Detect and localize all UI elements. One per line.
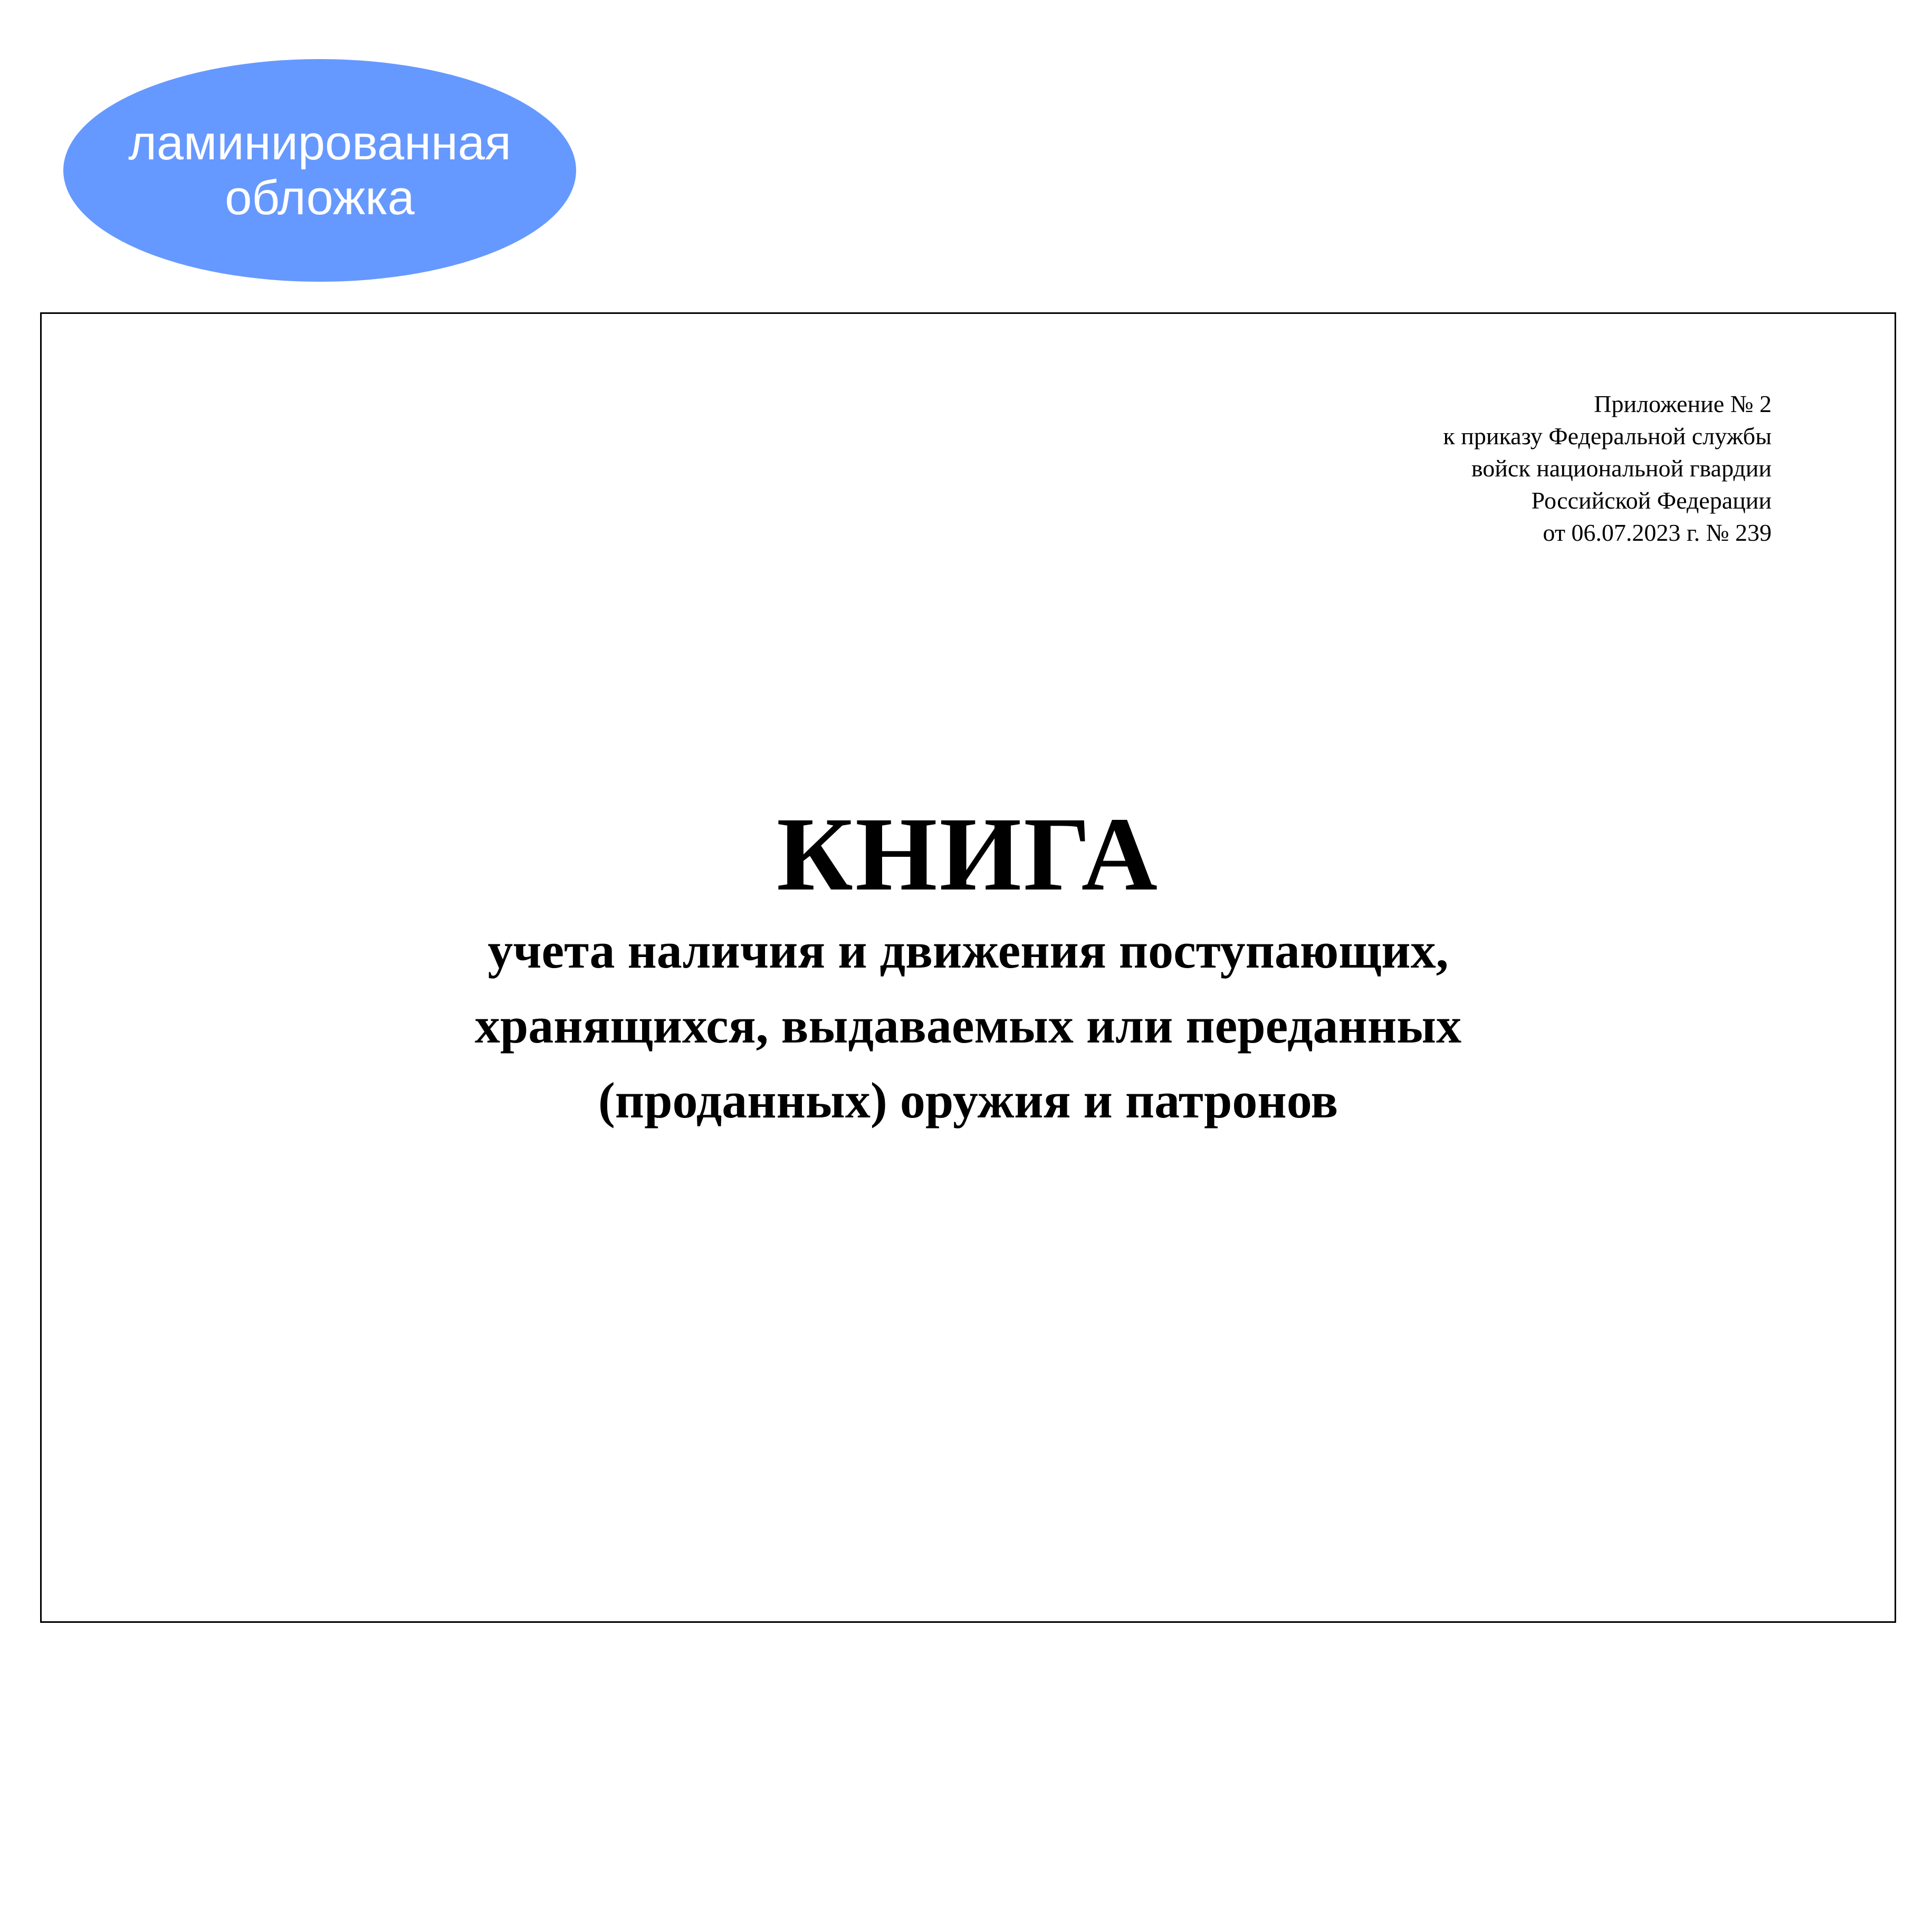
- book-cover: [40, 312, 1896, 1623]
- annex-line: от 06.07.2023 г. № 239: [1543, 519, 1772, 546]
- subtitle-line: (проданных) оружия и патронов: [598, 1072, 1338, 1128]
- annex-line: к приказу Федеральной службы: [1443, 423, 1772, 449]
- book-title: КНИГА: [776, 796, 1160, 913]
- annex-line: Приложение № 2: [1594, 390, 1772, 417]
- title-block: [42, 796, 1895, 1138]
- badge-line-2: обложка: [225, 171, 415, 225]
- badge-line-1: ламинированная: [128, 116, 511, 170]
- book-subtitle: [42, 913, 1895, 1138]
- laminated-cover-badge: [63, 59, 576, 282]
- annex-line: войск национальной гвардии: [1471, 455, 1772, 482]
- annex-note: [1443, 388, 1772, 549]
- subtitle-line: хранящихся, выдаваемых или переданных: [474, 997, 1462, 1054]
- annex-line: Российской Федерации: [1531, 487, 1772, 514]
- subtitle-line: учета наличия и движения поступающих,: [487, 922, 1449, 979]
